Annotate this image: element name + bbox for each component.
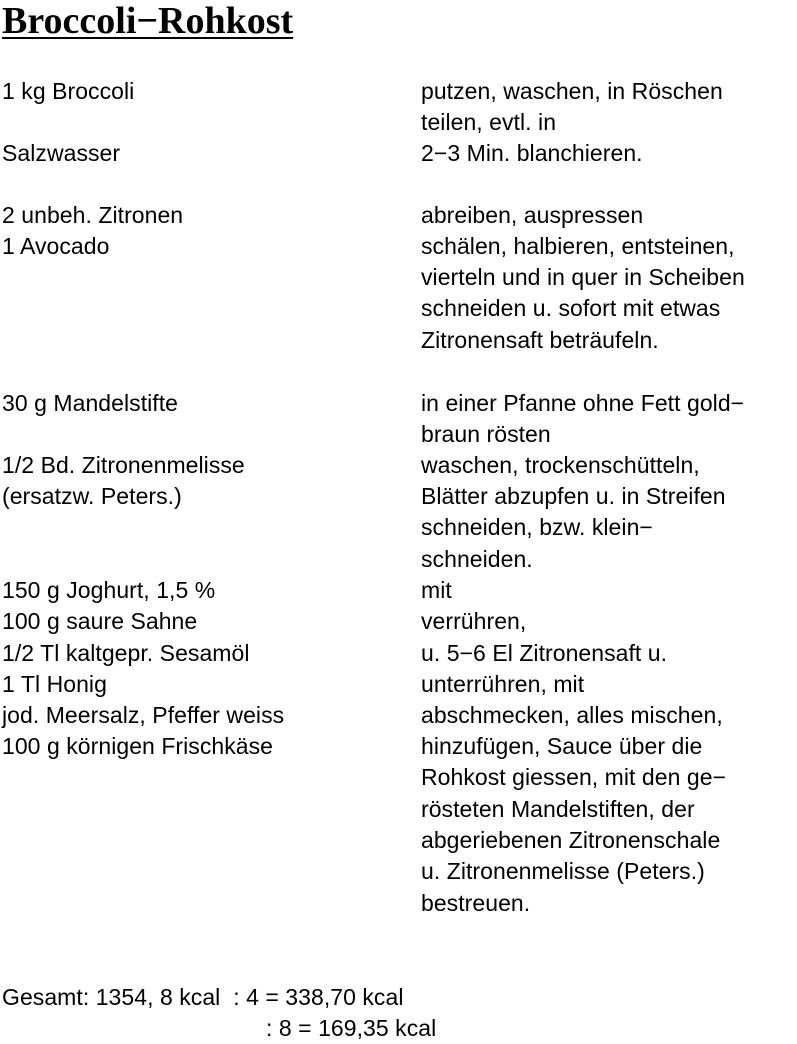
instruction-line: u. Zitronenmelisse (Peters.) <box>421 858 705 884</box>
ingredient-line: 1 Tl Honig <box>2 671 107 697</box>
ingredient-line: 1/2 Bd. Zitronenmelisse <box>2 452 245 478</box>
instruction-line: putzen, waschen, in Röschen <box>421 78 723 104</box>
ingredient-line: 1 Avocado <box>2 233 110 259</box>
instruction-line: Blätter abzupfen u. in Streifen <box>421 483 726 509</box>
instruction-line: in einer Pfanne ohne Fett gold− <box>421 390 745 416</box>
instruction-line: unterrühren, mit <box>421 671 585 697</box>
instruction-line: abgeriebenen Zitronenschale <box>421 827 721 853</box>
instruction-line: abreiben, auspressen <box>421 202 644 228</box>
instruction-line: schälen, halbieren, entsteinen, <box>421 233 735 259</box>
instruction-line: schneiden, bzw. klein− <box>421 514 653 540</box>
instruction-line: Rohkost giessen, mit den ge− <box>421 764 727 790</box>
instruction-line: schneiden u. sofort mit etwas <box>421 295 721 321</box>
total-kcal-line: Gesamt: 1354, 8 kcal : 4 = 338,70 kcal <box>2 984 404 1010</box>
instruction-line: schneiden. <box>421 546 533 572</box>
recipe-title: Broccoli−Rohkost <box>2 0 294 42</box>
instruction-line: mit <box>421 577 452 603</box>
instruction-line: waschen, trockenschütteln, <box>421 452 700 478</box>
instruction-line: Zitronensaft beträufeln. <box>421 327 659 353</box>
instruction-line: bestreuen. <box>421 890 531 916</box>
instruction-line: 2−3 Min. blanchieren. <box>421 140 643 166</box>
ingredient-line: 100 g körnigen Frischkäse <box>2 733 274 759</box>
ingredient-line: 1 kg Broccoli <box>2 78 135 104</box>
instruction-line: verrühren, <box>421 608 527 634</box>
ingredient-line: Salzwasser <box>2 140 121 166</box>
instruction-line: u. 5−6 El Zitronensaft u. <box>421 640 668 666</box>
ingredient-line: (ersatzw. Peters.) <box>2 483 182 509</box>
instruction-line: abschmecken, alles mischen, <box>421 702 723 728</box>
instruction-line: braun rösten <box>421 421 551 447</box>
ingredient-line: 100 g saure Sahne <box>2 608 198 634</box>
ingredient-line: 2 unbeh. Zitronen <box>2 202 184 228</box>
ingredient-line: 1/2 Tl kaltgepr. Sesamöl <box>2 640 250 666</box>
instruction-line: rösteten Mandelstiften, der <box>421 796 695 822</box>
ingredient-line: 30 g Mandelstifte <box>2 390 179 416</box>
total-kcal-per-8-line: : 8 = 169,35 kcal <box>266 1015 437 1041</box>
instruction-line: hinzufügen, Sauce über die <box>421 733 703 759</box>
ingredient-line: jod. Meersalz, Pfeffer weiss <box>2 702 285 728</box>
instruction-line: vierteln und in quer in Scheiben <box>421 264 745 290</box>
instruction-line: teilen, evtl. in <box>421 109 557 135</box>
ingredient-line: 150 g Joghurt, 1,5 % <box>2 577 216 603</box>
